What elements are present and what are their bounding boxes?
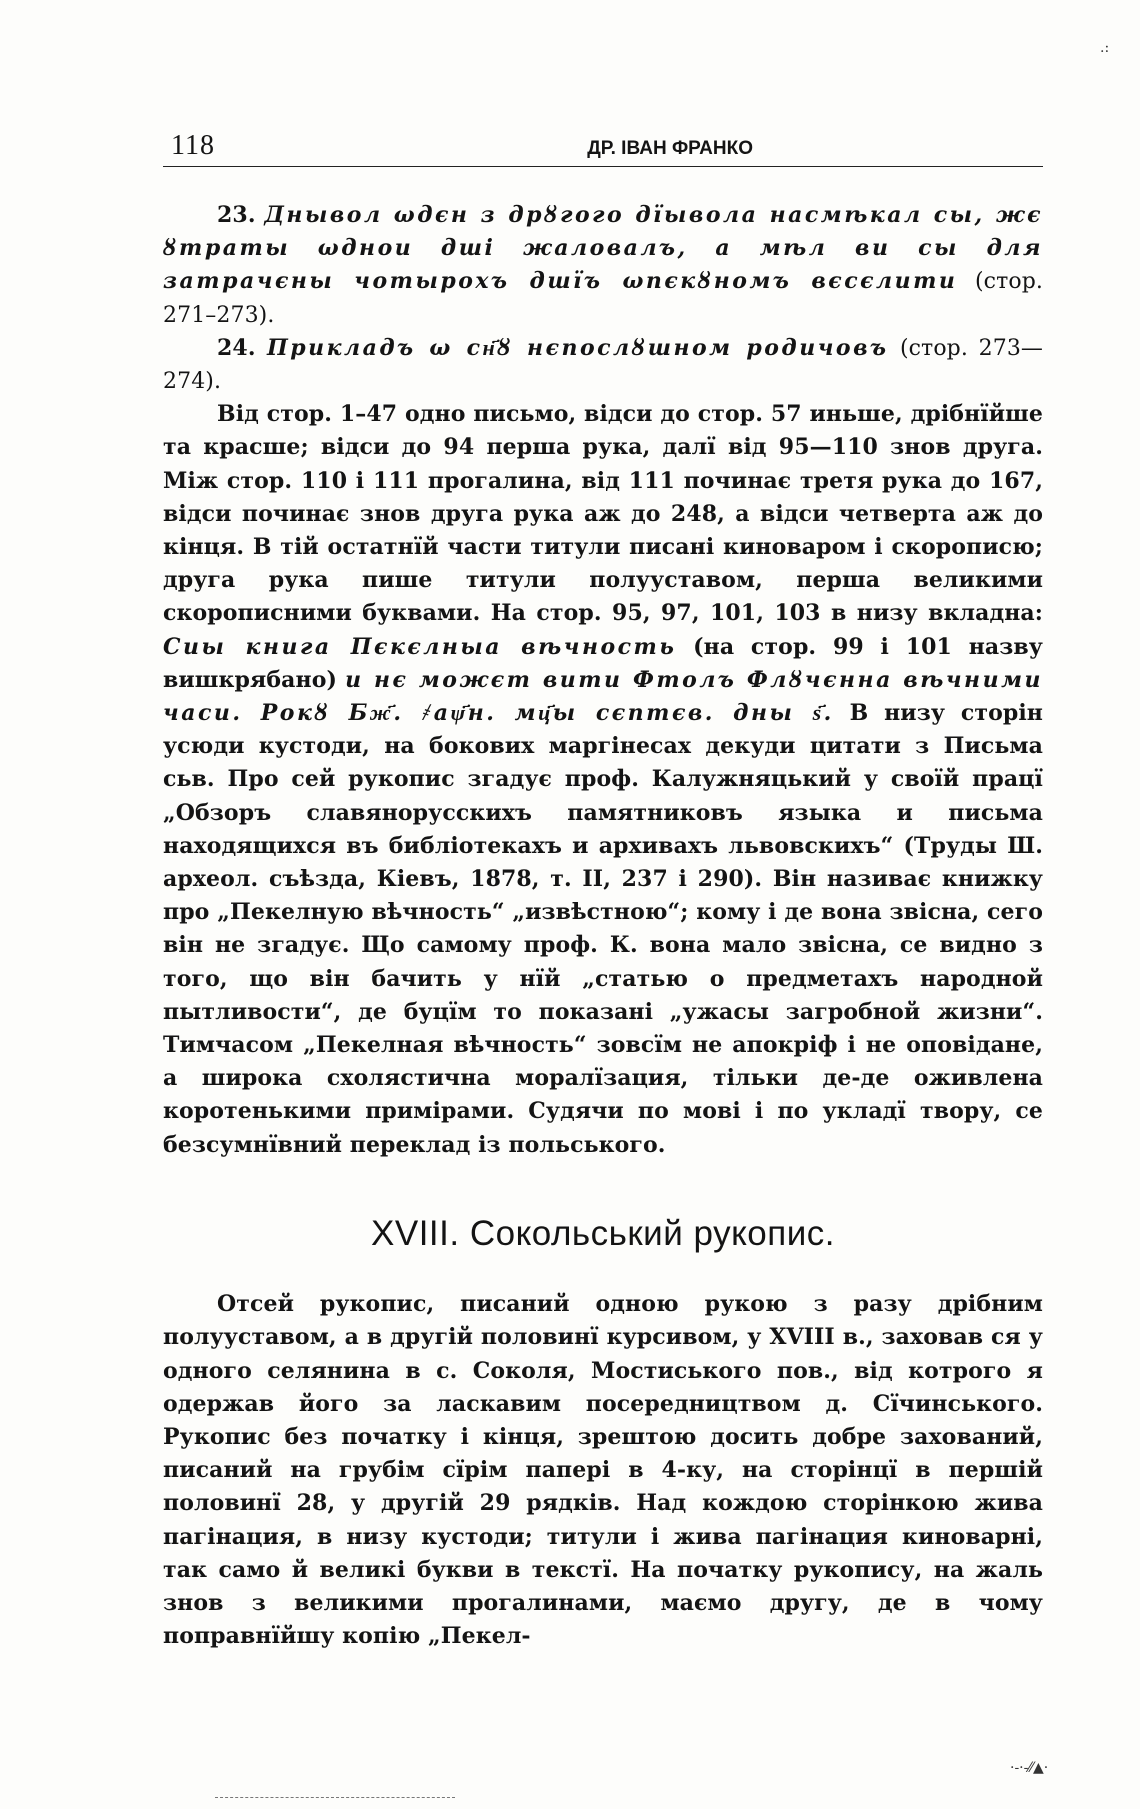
entry-title-slavonic: Днывол ωдєн з дрȣгого дїывола насмѣкал сы, жє ȣтраты ωднои дші жаловалъ, а мѣл ви сы для затрачєны чотырохъ дшїъ ωпєкȣномъ вєсєлити xyxy=(163,202,1043,295)
entry-pages: (стор. 271–273). xyxy=(163,269,1043,328)
entry-23 xyxy=(163,199,1043,332)
entry-title-slavonic: Прикладъ ω сн҃ȣ нєпослȣшном родичовъ xyxy=(266,334,889,361)
footer-rule xyxy=(215,1797,455,1798)
paragraph-text: Отсей рукопис, писаний одною рукою з разу дрібним полууставом, а в другій половинї курсивом, у XVIII в., заховав ся у одного селянина в с. Соколя, Мостиського пов., від котрого я одержав його за ласкавим посередництвом д. Сїчинського. Рукопис без початку і кінця, зрештою досить добре захований, писаний на грубім сїрім папері в 4-ку, на сторінцї в першій половинї 28, у другій 29 рядків. Над кождою сторінкою жива пагінация, в низу кустоди; титули і жива пагінация киноварні, так само й великі букви в текстї. На початку рукопису, на жаль знов з великими прогалинами, маємо другу, де в чому поправнїйшу копію „Пекел- xyxy=(163,1291,1043,1650)
page-number: 118 xyxy=(171,130,215,161)
paragraph-text: (на стор. 99 і 101 назву вишкрябано) xyxy=(163,633,1043,693)
entry-pages: (стор. 273—274). xyxy=(163,335,1044,395)
paragraph-text: Від стор. 1–47 одно письмо, відси до стор. 57 иньше, дрібнїйше та красше; відси до 94 перша рука, далї від 95—110 знов друга. Між стор. 110 і 111 прогалина, від 111 починає третя рука до 167, відси починає знов друга рука аж до 248, а відси четверта аж до кінця. В тій остатнїй части титули писані киноваром і скорописю; друга рука пише титули полууставом, перша великими скорописними буквами. На стор. 95, 97, 101, 103 в низу вкладна: xyxy=(163,401,1043,627)
bottom-speck: ·-·-⁄⁄▲· xyxy=(1010,1760,1049,1776)
entry-number: 23. xyxy=(217,202,256,228)
slavonic-inscription: и нє можєт вити Фтолъ Флȣчєнна вѣчними часи. Рокȣ Бж҃. ҂аѱ҃н. мц҃ы сєптєв. дны ѕ҃. xyxy=(163,666,1044,727)
main-text xyxy=(163,199,1043,1653)
running-head: ДР. ІВАН ФРАНКО xyxy=(587,138,753,159)
paragraph-sokol-manuscript xyxy=(163,1288,1043,1653)
paragraph-text: В низу сторін усюди кустоди, на бокових маргінесах декуди цитати з Письма сьв. Про сей рукопис згадує проф. Калужняцький у своїй працї „Обзоръ славянорусскихъ памятниковъ языка и письма находящихся въ библіотекахъ и архивахъ львовскихъ“ (Труды Ш. археол. съѣзда, Кіевъ, 1878, т. II, 237 і 290). Він називає книжку про „Пекелную вѣчность“ „извѣстною“; кому і де вона звісна, сего він не згадує. Що самому проф. К. вона мало звісна, се видно з того, що він бачить у нїй „статью о предметахъ народной пытливости“, де буцїм то показані „ужасы загробной жизни“. Тимчасом „Пекелная вѣчность“ зовсїм не апокріф і не оповідане, а широка схолястична моралїзация, тільки де-де оживлена коротенькими примірами. Судячи по мові і по укладї твору, се безсумнївний переклад із польського. xyxy=(163,700,1043,1158)
paragraph-description xyxy=(163,398,1043,1162)
entry-24 xyxy=(163,332,1043,398)
section-title: XVIII. Сокольський рукопис. xyxy=(371,1213,835,1253)
page-header xyxy=(163,130,1043,167)
slavonic-inscription: Сиы книга Пєкєлныа вѣчность xyxy=(163,633,677,660)
entry-number: 24. xyxy=(217,334,256,361)
document-page xyxy=(163,130,1043,1653)
corner-speck: .: xyxy=(1100,40,1110,56)
